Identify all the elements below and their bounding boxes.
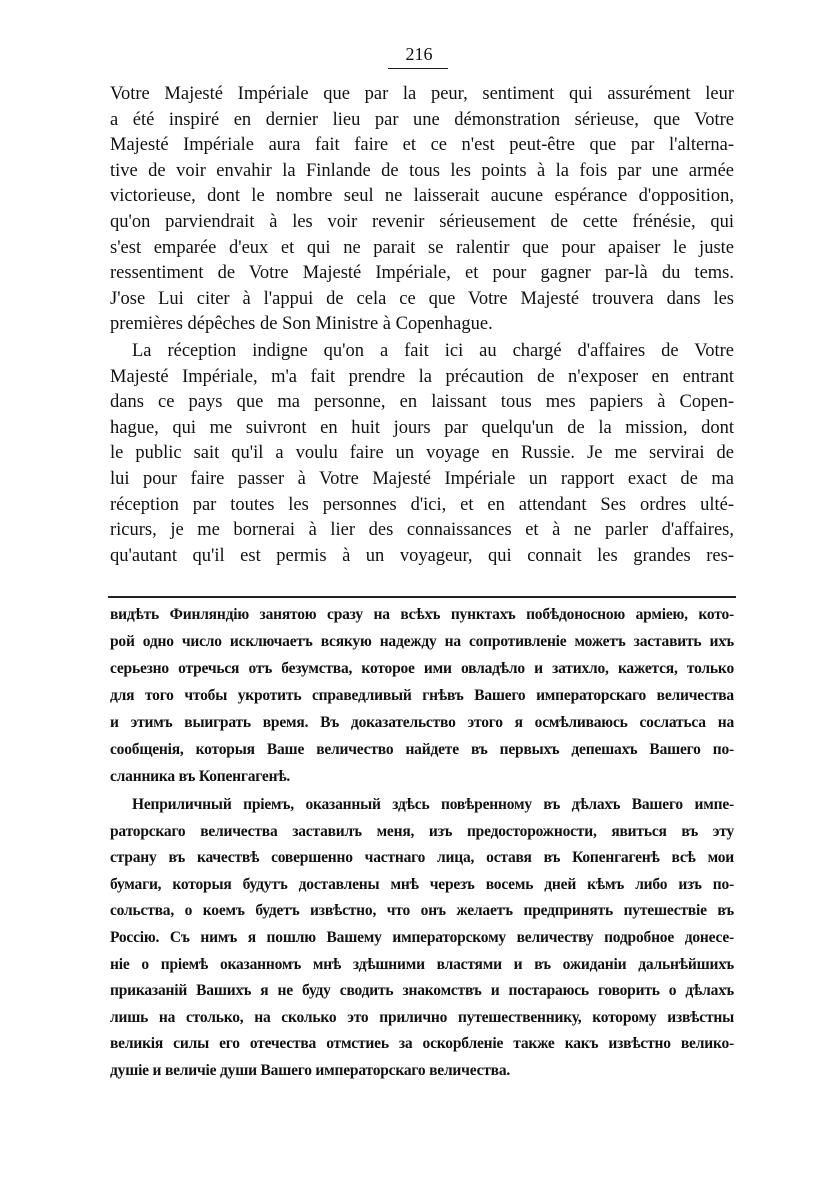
text-line: ніе о пріемѣ оказанномъ мнѣ здѣшними властями и въ ожиданіи дальнѣйшихъ [110, 955, 734, 973]
text-line: душіе и величіе души Вашего императорскаго величества. [110, 1061, 511, 1079]
text-line: Votre Majesté Impériale que par la peur, sentiment qui assurément leur [110, 84, 734, 104]
russian-paragraph-1 [110, 601, 734, 790]
text-line: Majesté Impériale aura fait faire et ce n'est peut-être que par l'alterna- [110, 135, 734, 156]
text-line: qu'autant qu'il est permis à un voyageur, qui connait les grandes res- [110, 545, 734, 566]
text-line: рой одно число исключаетъ всякую надежду на сопротивленіе можетъ заставить ихъ [110, 633, 734, 650]
text-line: видѣть Финляндію занятою сразу на всѣхъ пунктахъ побѣдоносною арміею, кото- [110, 606, 734, 623]
text-line: hague, qui me suivront en huit jours par quelqu'un de la mission, dont [110, 417, 734, 438]
text-line: страну въ качествѣ совершенно частнаго лица, оставя въ Копенгагенѣ всѣ мои [110, 849, 734, 867]
french-paragraph-2 [110, 339, 734, 569]
text-line: сольства, о коемъ будетъ извѣстно, что онъ желаетъ предпринять путешествіе въ [110, 902, 734, 920]
text-line: le public sait qu'il a voulu faire un voyage en Russie. Je me servirai de [110, 443, 734, 464]
text-line: premières dépêches de Son Ministre à Copenhague. [110, 314, 493, 335]
text-line: приказаній Вашихъ я не буду сводить знакомствъ и постараюсь говорить о дѣлахъ [110, 982, 734, 1000]
text-line: lui pour faire passer à Votre Majesté Impériale un rapport exact de ma [110, 468, 734, 489]
page-number-underline [388, 68, 448, 69]
text-line: великія силы его отечества отмстиеь за оскорбленіе также какъ извѣстно велико- [110, 1035, 734, 1053]
page-number: 216 [405, 44, 433, 64]
text-line: qu'on parviendrait à les voir revenir sérieusement de cette frénésie, qui [110, 211, 734, 232]
text-line: Majesté Impériale, m'a fait prendre la précaution de n'exposer en entrant [110, 366, 734, 387]
footnote-divider [108, 596, 736, 598]
text-line: a été inspiré en dernier lieu par une démonstration sérieuse, que Votre [110, 109, 734, 130]
text-line: и этимъ выиграть время. Въ доказательство этого я осмѣливаюсь сослатьса на [110, 714, 734, 731]
text-line: La réception indigne qu'on a fait ici au chargé d'affaires de Votre [132, 341, 734, 361]
text-line: réception par toutes les personnes d'ici, et en attendant Ses ordres ulté- [110, 494, 734, 515]
text-line: сообщенія, которыя Ваше величество найдете въ первыхъ депешахъ Вашего по- [110, 741, 734, 758]
text-line: tive de voir envahir la Finlande de tous les points à la fois par une armée [110, 160, 734, 181]
text-line: лишь на столько, на сколько это прилично путешественнику, которому извѣстны [110, 1008, 734, 1026]
text-line: серьезно отречься отъ безумства, которое ими овладѣло и затихло, кажется, только [110, 660, 734, 677]
text-line: Россію. Съ нимъ я пошлю Вашему императорскому величеству подробное донесе- [110, 928, 734, 946]
text-line: dans ce pays que ma personne, en laissant tous mes papiers à Copen- [110, 392, 734, 413]
text-line: ricurs, je me bornerai à lier des connaissances et à ne parler d'affaires, [110, 520, 734, 541]
text-line: бумаги, которыя будутъ доставлены мнѣ черезъ восемь дней кѣмъ либо изъ по- [110, 875, 734, 893]
text-line: Неприличный пріемъ, оказанный здѣсь повѣренному въ дѣлахъ Вашего импе- [132, 796, 734, 813]
text-line: s'est emparée d'eux et qui ne parait se ralentir que pour apaiser le juste [110, 237, 734, 258]
french-paragraph-1 [110, 82, 734, 338]
russian-paragraph-2 [110, 792, 734, 1085]
text-line: сланника въ Копенгагенѣ. [110, 768, 291, 785]
text-line: J'ose Lui citer à l'appui de cela ce que Votre Majesté trouvera dans les [110, 288, 734, 309]
text-line: victorieuse, dont le nombre seul ne laisserait aucune espérance d'opposition, [110, 186, 734, 207]
text-line: для того чтобы укротить справедливый гнѣвъ Вашего императорскаго величества [110, 687, 734, 704]
text-line: раторскаго величества заставилъ меня, изъ предосторожности, явиться въ эту [110, 822, 734, 840]
text-line: ressentiment de Votre Majesté Impériale, et pour gagner par-là du tems. [110, 263, 734, 284]
